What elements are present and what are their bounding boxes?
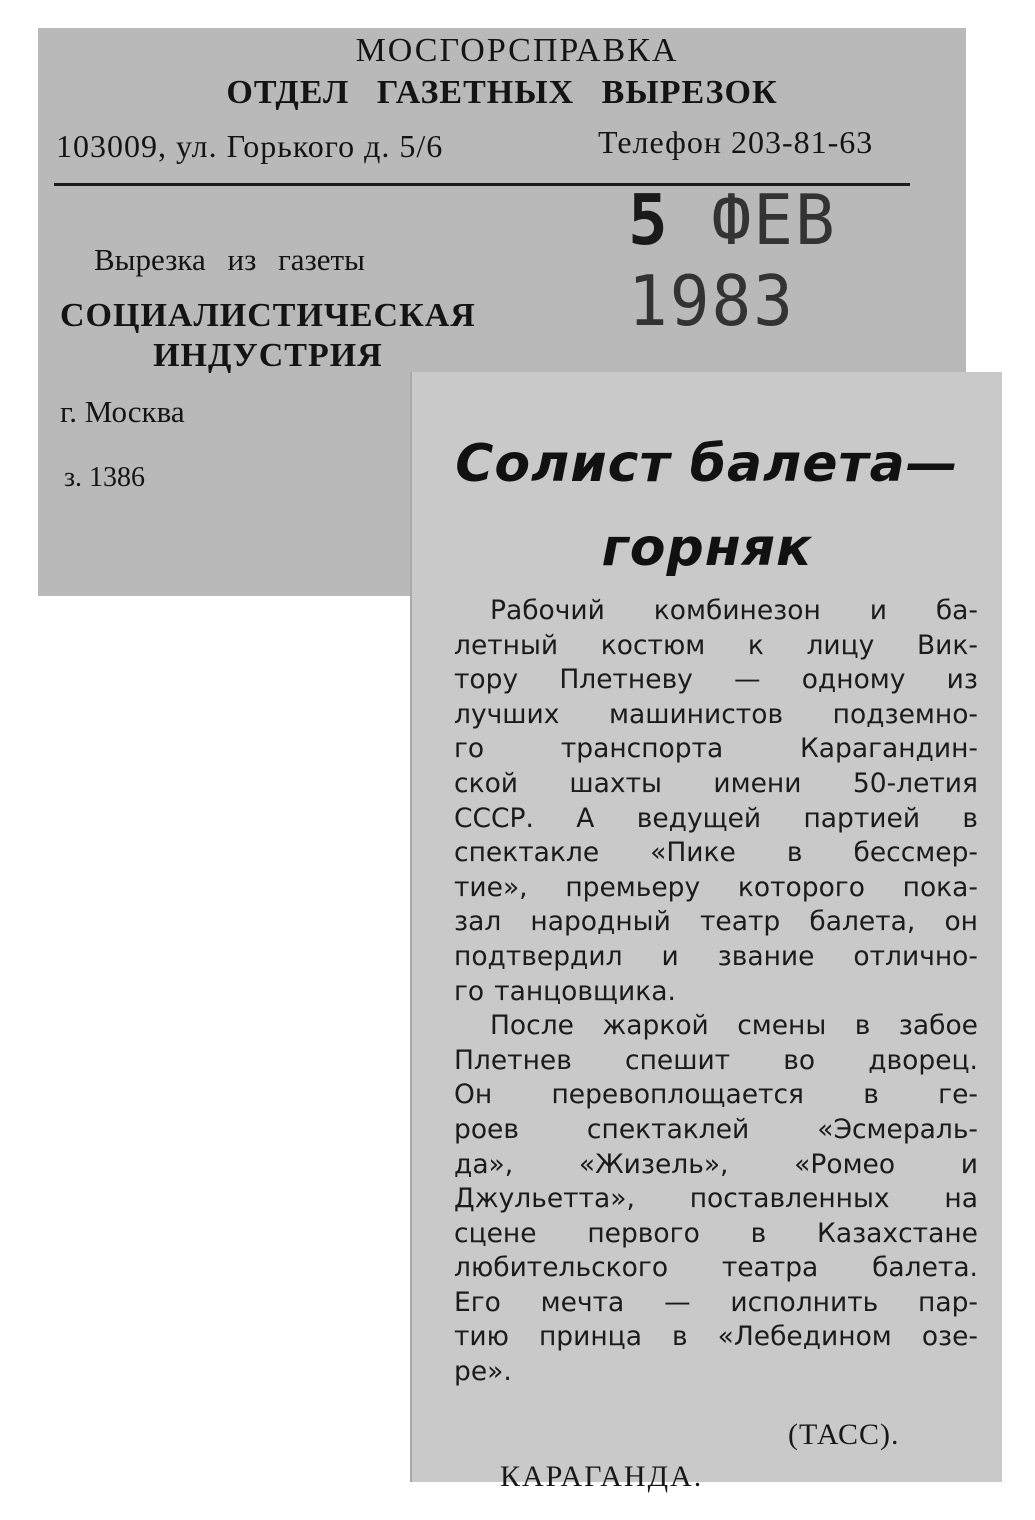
newspaper-name: [60, 296, 476, 376]
article-source: (ТАСС).: [788, 1418, 900, 1451]
agency-phone: Телефон 203-81-63: [598, 124, 874, 160]
article-line: да», «Жизель», «Ромео и: [454, 1148, 978, 1180]
article-title-line1: Солист балета—: [455, 434, 959, 494]
agency-address: 103009, ул. Горького д. 5/6: [56, 128, 444, 164]
newspaper-clipping: [412, 372, 1002, 1493]
article-title-line2: горняк: [601, 518, 813, 578]
article-line: тию принца в «Лебедином озе-: [454, 1321, 978, 1353]
article-line: Джульетта», поставленных на: [454, 1183, 978, 1215]
article-line: лучших машинистов подземно-: [454, 698, 978, 730]
article-line: тору Плетневу — одному из: [454, 664, 978, 696]
date-stamp-month-year: ФЕВ 1983: [628, 180, 837, 342]
article-line: подтвердил и звание отлично-: [454, 940, 978, 972]
article-dateline: КАРАГАНДА.: [500, 1460, 704, 1493]
agency-name: МОСГОРСПРАВКА: [355, 32, 679, 69]
article-title: [412, 422, 1002, 590]
article-line: спектакле «Пике в бессмер-: [454, 837, 978, 869]
article-line: Его мечта — исполнить пар-: [454, 1286, 978, 1318]
article-line: сцене первого в Казахстане: [454, 1217, 978, 1249]
order-number: з. 1386: [64, 462, 146, 493]
article-line: СССР. А ведущей партией в: [454, 802, 978, 834]
article-line: После жаркой смены в забое: [490, 1010, 978, 1042]
date-stamp-day: 5: [628, 180, 670, 261]
article-line: ской шахты имени 50-летия: [454, 767, 978, 799]
newspaper-city: г. Москва: [60, 394, 185, 429]
date-stamp: [628, 180, 966, 342]
newspaper-name-line1: СОЦИАЛИСТИЧЕСКАЯ: [60, 297, 476, 334]
article-line: любительского театра балета.: [454, 1252, 978, 1284]
article-line: роев спектаклей «Эсмераль-: [454, 1113, 978, 1145]
article-line: тие», премьеру которого пока-: [454, 871, 978, 903]
article-body: [454, 594, 978, 1390]
newspaper-name-line2: ИНДУСТРИЯ: [153, 337, 383, 374]
clipping-label: Вырезка из газеты: [94, 242, 365, 277]
article-line: зал народный театр балета, он: [454, 906, 978, 938]
article-line: Плетнев спешит во дворец.: [454, 1044, 978, 1076]
article-line: го транспорта Карагандин-: [454, 733, 978, 765]
article-line: Он перевоплощается в ге-: [454, 1079, 978, 1111]
article-line: го танцовщика.: [454, 975, 676, 1007]
article-line: ре».: [454, 1356, 512, 1388]
department-name: ОТДЕЛ ГАЗЕТНЫХ ВЫРЕЗОК: [226, 74, 778, 111]
article-line: Рабочий комбинезон и ба-: [490, 595, 978, 626]
article-line: летный костюм к лицу Вик-: [454, 629, 978, 661]
